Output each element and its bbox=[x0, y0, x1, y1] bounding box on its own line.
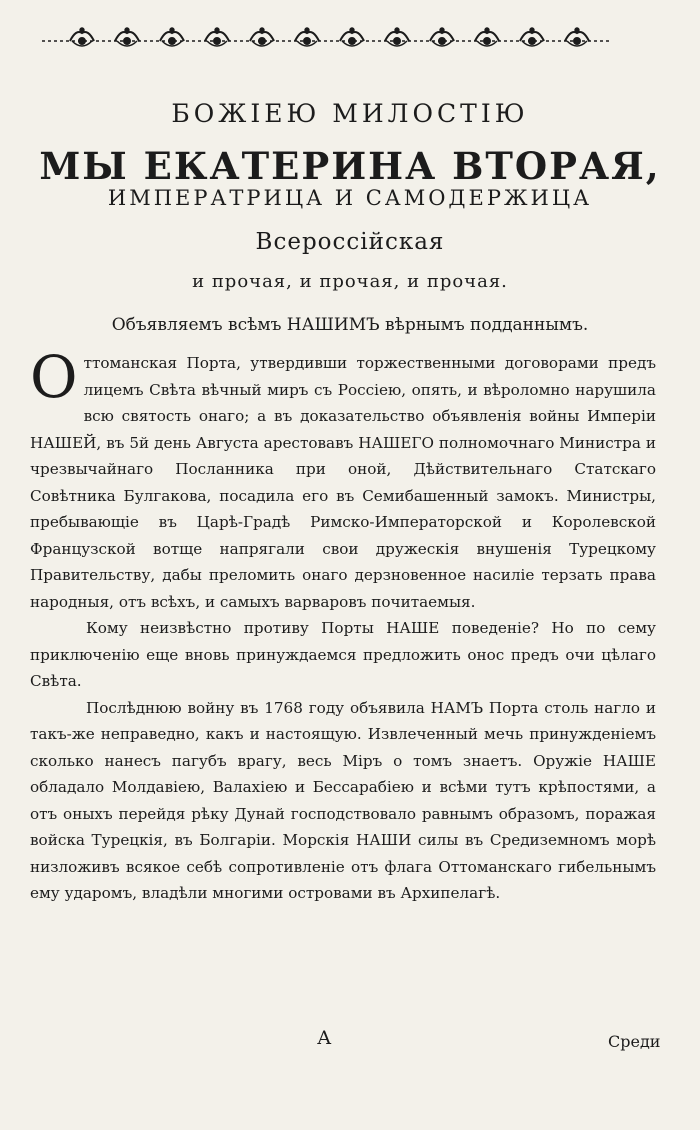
heading-by-grace-of-god: БОЖІЕЮ МИЛОСТІЮ bbox=[171, 99, 529, 128]
paragraph-2-text: Кому неизвѣстно противу Порты НАШЕ поведеніе? Но по сему приключенію еще вновь принуждаемся предложить онос предъ очи цѣлаго Свѣта. bbox=[30, 619, 656, 690]
catchword: Среди bbox=[608, 1032, 661, 1051]
declaration-line: Объявляемъ всѣмъ НАШИМЪ вѣрнымъ подданнымъ. bbox=[111, 315, 589, 335]
paragraph-1 bbox=[30, 343, 656, 615]
heading-sovereign-name: МЫ ЕКАТЕРИНА ВТОРАЯ, bbox=[39, 144, 661, 188]
manifesto-body bbox=[30, 343, 656, 907]
signature-mark: А bbox=[317, 1027, 332, 1049]
heading-realm: Всероссійская bbox=[255, 229, 445, 255]
decorative-ornament-border bbox=[42, 22, 612, 56]
paragraph-2 bbox=[30, 615, 656, 695]
heading-imperial-title: ИМПЕРАТРИЦА И САМОДЕРЖИЦА bbox=[107, 186, 593, 210]
paragraph-1-text: ттоманская Порта, утвердивши торжественными договорами предъ лицемъ Свѣта вѣчный миръ съ Россіею, опять, и вѣроломно нарушила всю святость онаго; а въ доказательство объявленія войны Имперіи НАШЕЙ, въ 5й день Августа арестовавъ НАШЕГО полномочнаго Министра и чрезвычайнаго Посланника при оной, Дѣйствительнаго Статскаго Совѣтника Булгакова, посадила его въ Семибашенный замокъ. Министры, пребывающіе въ Царѣ-Градѣ Римско-Императорской и Королевской Французской вотще напрягали свои дружескія внушенія Турецкому Правительству, дабы преломить онаго дерзновенное насиліе терзать права народныя, отъ всѣхъ, и самыхъ варваровъ почитаемыя. bbox=[30, 354, 656, 611]
heading-et-cetera: и прочая, и прочая, и прочая. bbox=[192, 271, 508, 292]
paragraph-3-text: Послѣднюю войну въ 1768 году объявила НАМЪ Порта столь нагло и такъ-же неправедно, какъ и настоящую. Извлеченный мечь принужденіемъ сколько нанесъ пагубъ врагу, весь Міръ о томъ знаетъ. Оружіе НАШЕ обладало Молдавіею, Валахіею и Бессарабіею и всѣми тутъ крѣпостями, а отъ оныхъ перейдя рѣку Дунай господствовало равнымъ образомъ, поражая войска Турецкія, въ Болгаріи. Морскія НАШИ силы въ Средиземномъ морѣ низложивъ всякое себѣ сопротивленіе отъ флага Оттоманскаго гибельнымъ ему ударомъ, владѣли многими островами въ Архипелагѣ. bbox=[30, 698, 656, 902]
paragraph-3 bbox=[30, 695, 656, 907]
drop-cap-letter: О bbox=[30, 343, 78, 411]
